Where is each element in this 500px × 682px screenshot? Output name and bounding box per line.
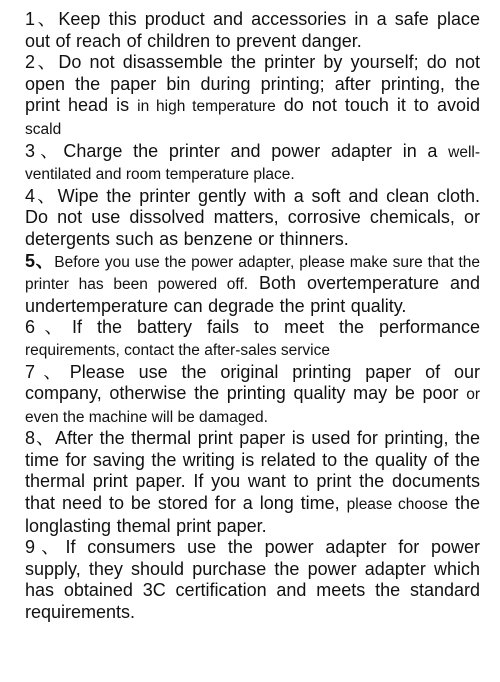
item-text: Please use the original printing paper of our company, otherwise the printing quality may be poor [25,361,480,404]
item-text-small: or even the machine will be damaged. [25,386,480,426]
item-number: 8、 [25,428,56,449]
instruction-item-5 [25,251,480,318]
item-number: 9、 [25,537,66,558]
item-text-small-2: scald [25,120,62,138]
instruction-item-4 [25,186,480,251]
item-text: If the battery fails to meet the performance [71,317,481,338]
item-text: Keep this product and accessories in a safe place out of reach of children to prevent danger. [25,9,480,51]
item-number: 7、 [25,361,70,382]
item-text-after: the longlasting themal print paper. [25,493,480,536]
item-text: If consumers use the power adapter for power supply, they should purchase the power adapter which has obtained 3C certification and meets the standard requirements. [25,537,480,623]
item-text: After the thermal print paper is used for printing, the time for saving the writing is related to the quality of the thermal print paper. If you want to print the documents that need to be stored for a long time, [25,428,480,514]
instruction-item-2 [25,52,480,140]
item-number: 2、 [25,52,59,73]
item-text-small: please choose [346,496,449,514]
instruction-item-6 [25,317,480,361]
item-number: 6、 [25,317,72,338]
item-text-small: well-ventilated and room temperature place. [25,143,480,184]
item-text: Charge the printer and power adapter in a [63,140,449,161]
instruction-item-8 [25,428,480,537]
instruction-item-9 [25,537,480,623]
item-number: 4、 [25,185,58,206]
item-number: 1、 [25,9,59,29]
instruction-item-3 [25,141,480,186]
item-text-small: Before you use the power adapter, please make sure that the printer has been powered off. [25,253,480,294]
instruction-item-1 [25,9,480,52]
item-text-after: do not touch it to avoid [275,95,480,116]
item-text: Do not disassemble the printer by yourself; do not open the paper bin during printing; after printing, the print head is [25,52,480,116]
item-number: 5、 [25,250,55,271]
item-text-small: requirements, contact the after-sales service [25,341,330,359]
instruction-item-7 [25,362,480,429]
item-text: Wipe the printer gently with a soft and clean cloth. Do not use dissolved matters, corrosive chemicals, or detergents such as benzene or thinners. [25,185,480,249]
item-text: Both overtemperature and undertemperature can degrade the print quality. [25,273,480,316]
item-number: 3、 [25,140,64,161]
item-text-small: in high temperature [137,98,276,116]
